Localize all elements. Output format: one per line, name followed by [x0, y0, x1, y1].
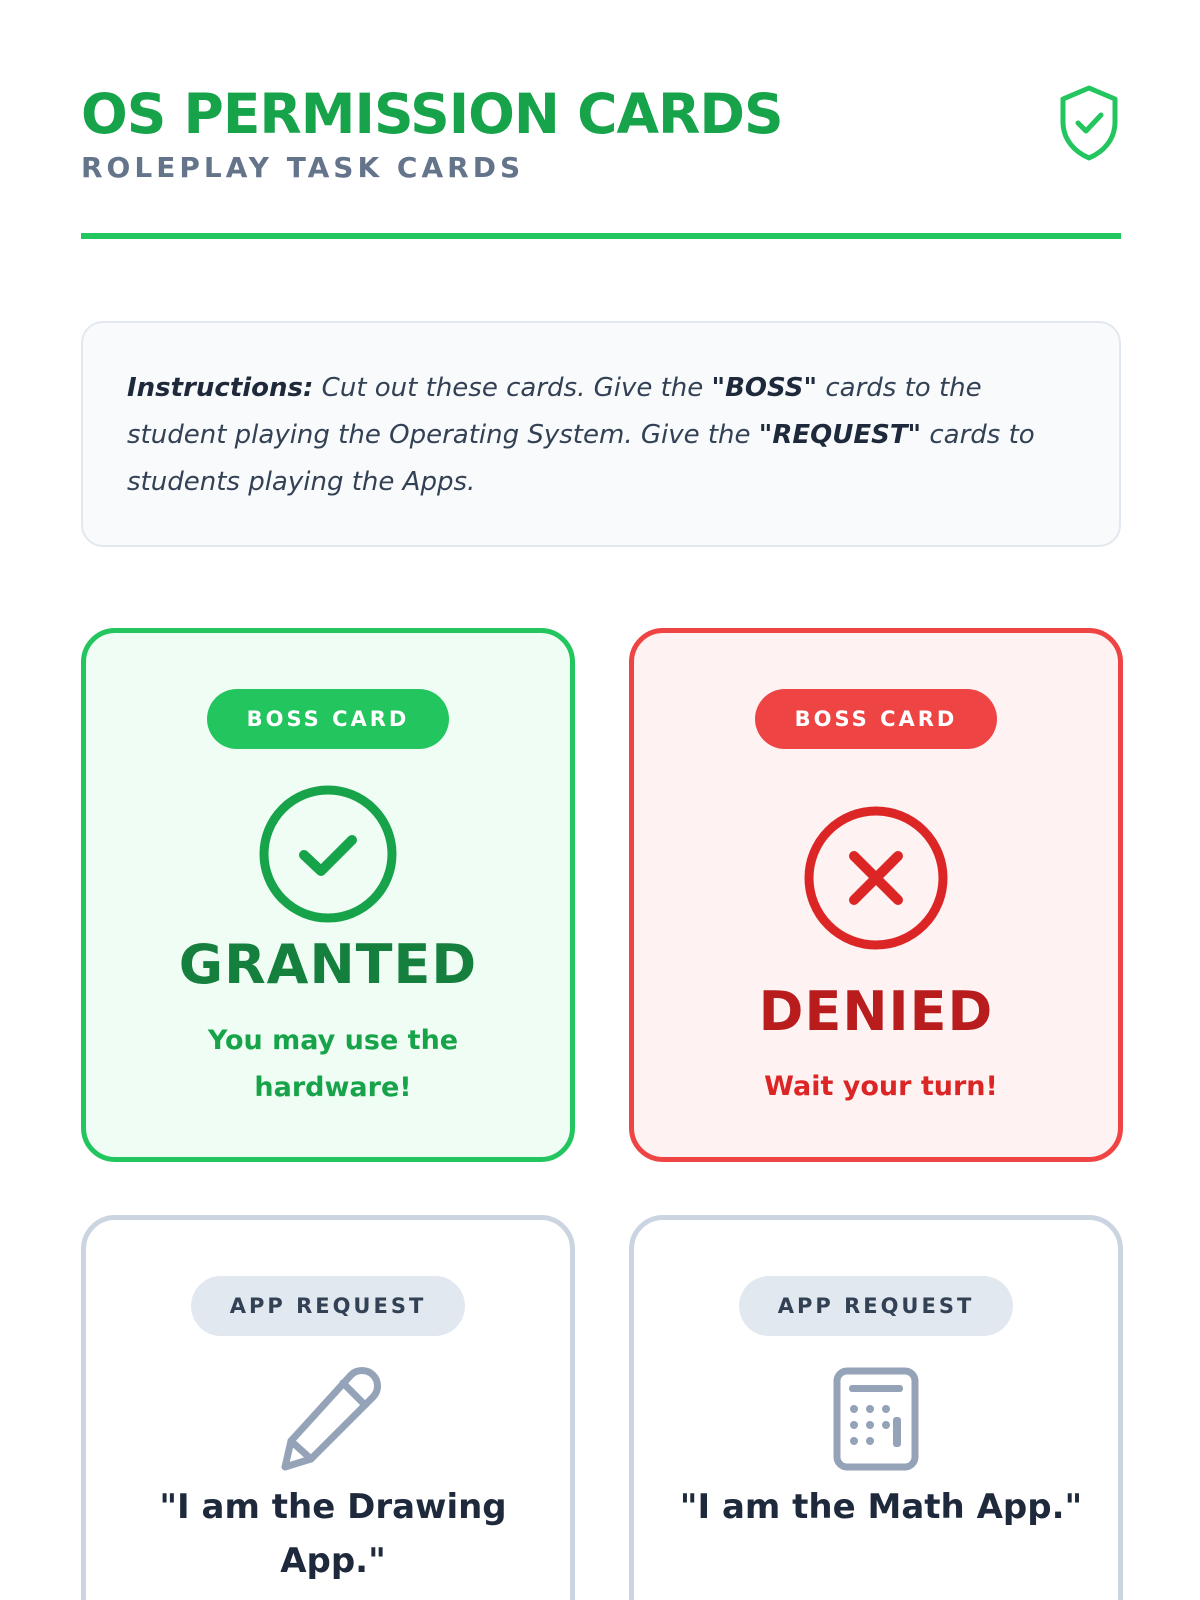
shield-check-icon: [1057, 84, 1121, 162]
instructions-part2: cards to the student playing the Operating System. Give the: [127, 373, 982, 450]
denied-heading: DENIED: [758, 980, 994, 1043]
app-request-badge: APP REQUEST: [191, 1276, 465, 1336]
denied-card: [629, 628, 1123, 1162]
granted-text: You may use the hardware!: [207, 1025, 459, 1103]
pencil-icon: [273, 1365, 383, 1475]
page-title: OS PERMISSION CARDS: [81, 82, 783, 146]
calculator-icon: [821, 1365, 931, 1475]
instructions-part1: Cut out these cards. Give the: [313, 373, 712, 403]
math-app-card: [629, 1215, 1123, 1600]
header-divider: [81, 233, 1121, 239]
instructions-box: [81, 321, 1121, 547]
drawing-app-card: [81, 1215, 575, 1600]
boss-card-badge: BOSS CARD: [755, 689, 997, 749]
math-app-text: "I am the Math App.": [679, 1487, 1083, 1527]
page: [81, 0, 1121, 1600]
denied-text: Wait your turn!: [764, 1071, 998, 1102]
instructions-lead: Instructions:: [127, 373, 314, 403]
instructions-boss: "BOSS": [711, 373, 818, 403]
boss-card-badge: BOSS CARD: [207, 689, 449, 749]
page-subtitle: ROLEPLAY TASK CARDS: [81, 151, 525, 184]
granted-heading: GRANTED: [178, 933, 478, 996]
app-request-badge: APP REQUEST: [739, 1276, 1013, 1336]
instructions-request: "REQUEST": [758, 420, 922, 450]
header: [81, 84, 1121, 244]
instructions-text: [127, 365, 1075, 506]
check-circle-icon: [257, 783, 399, 925]
x-circle-icon: [802, 804, 950, 952]
instructions-part3: cards to students playing the Apps.: [127, 420, 1035, 497]
granted-card: [81, 628, 575, 1162]
drawing-app-text: "I am the Drawing App.": [159, 1487, 507, 1581]
